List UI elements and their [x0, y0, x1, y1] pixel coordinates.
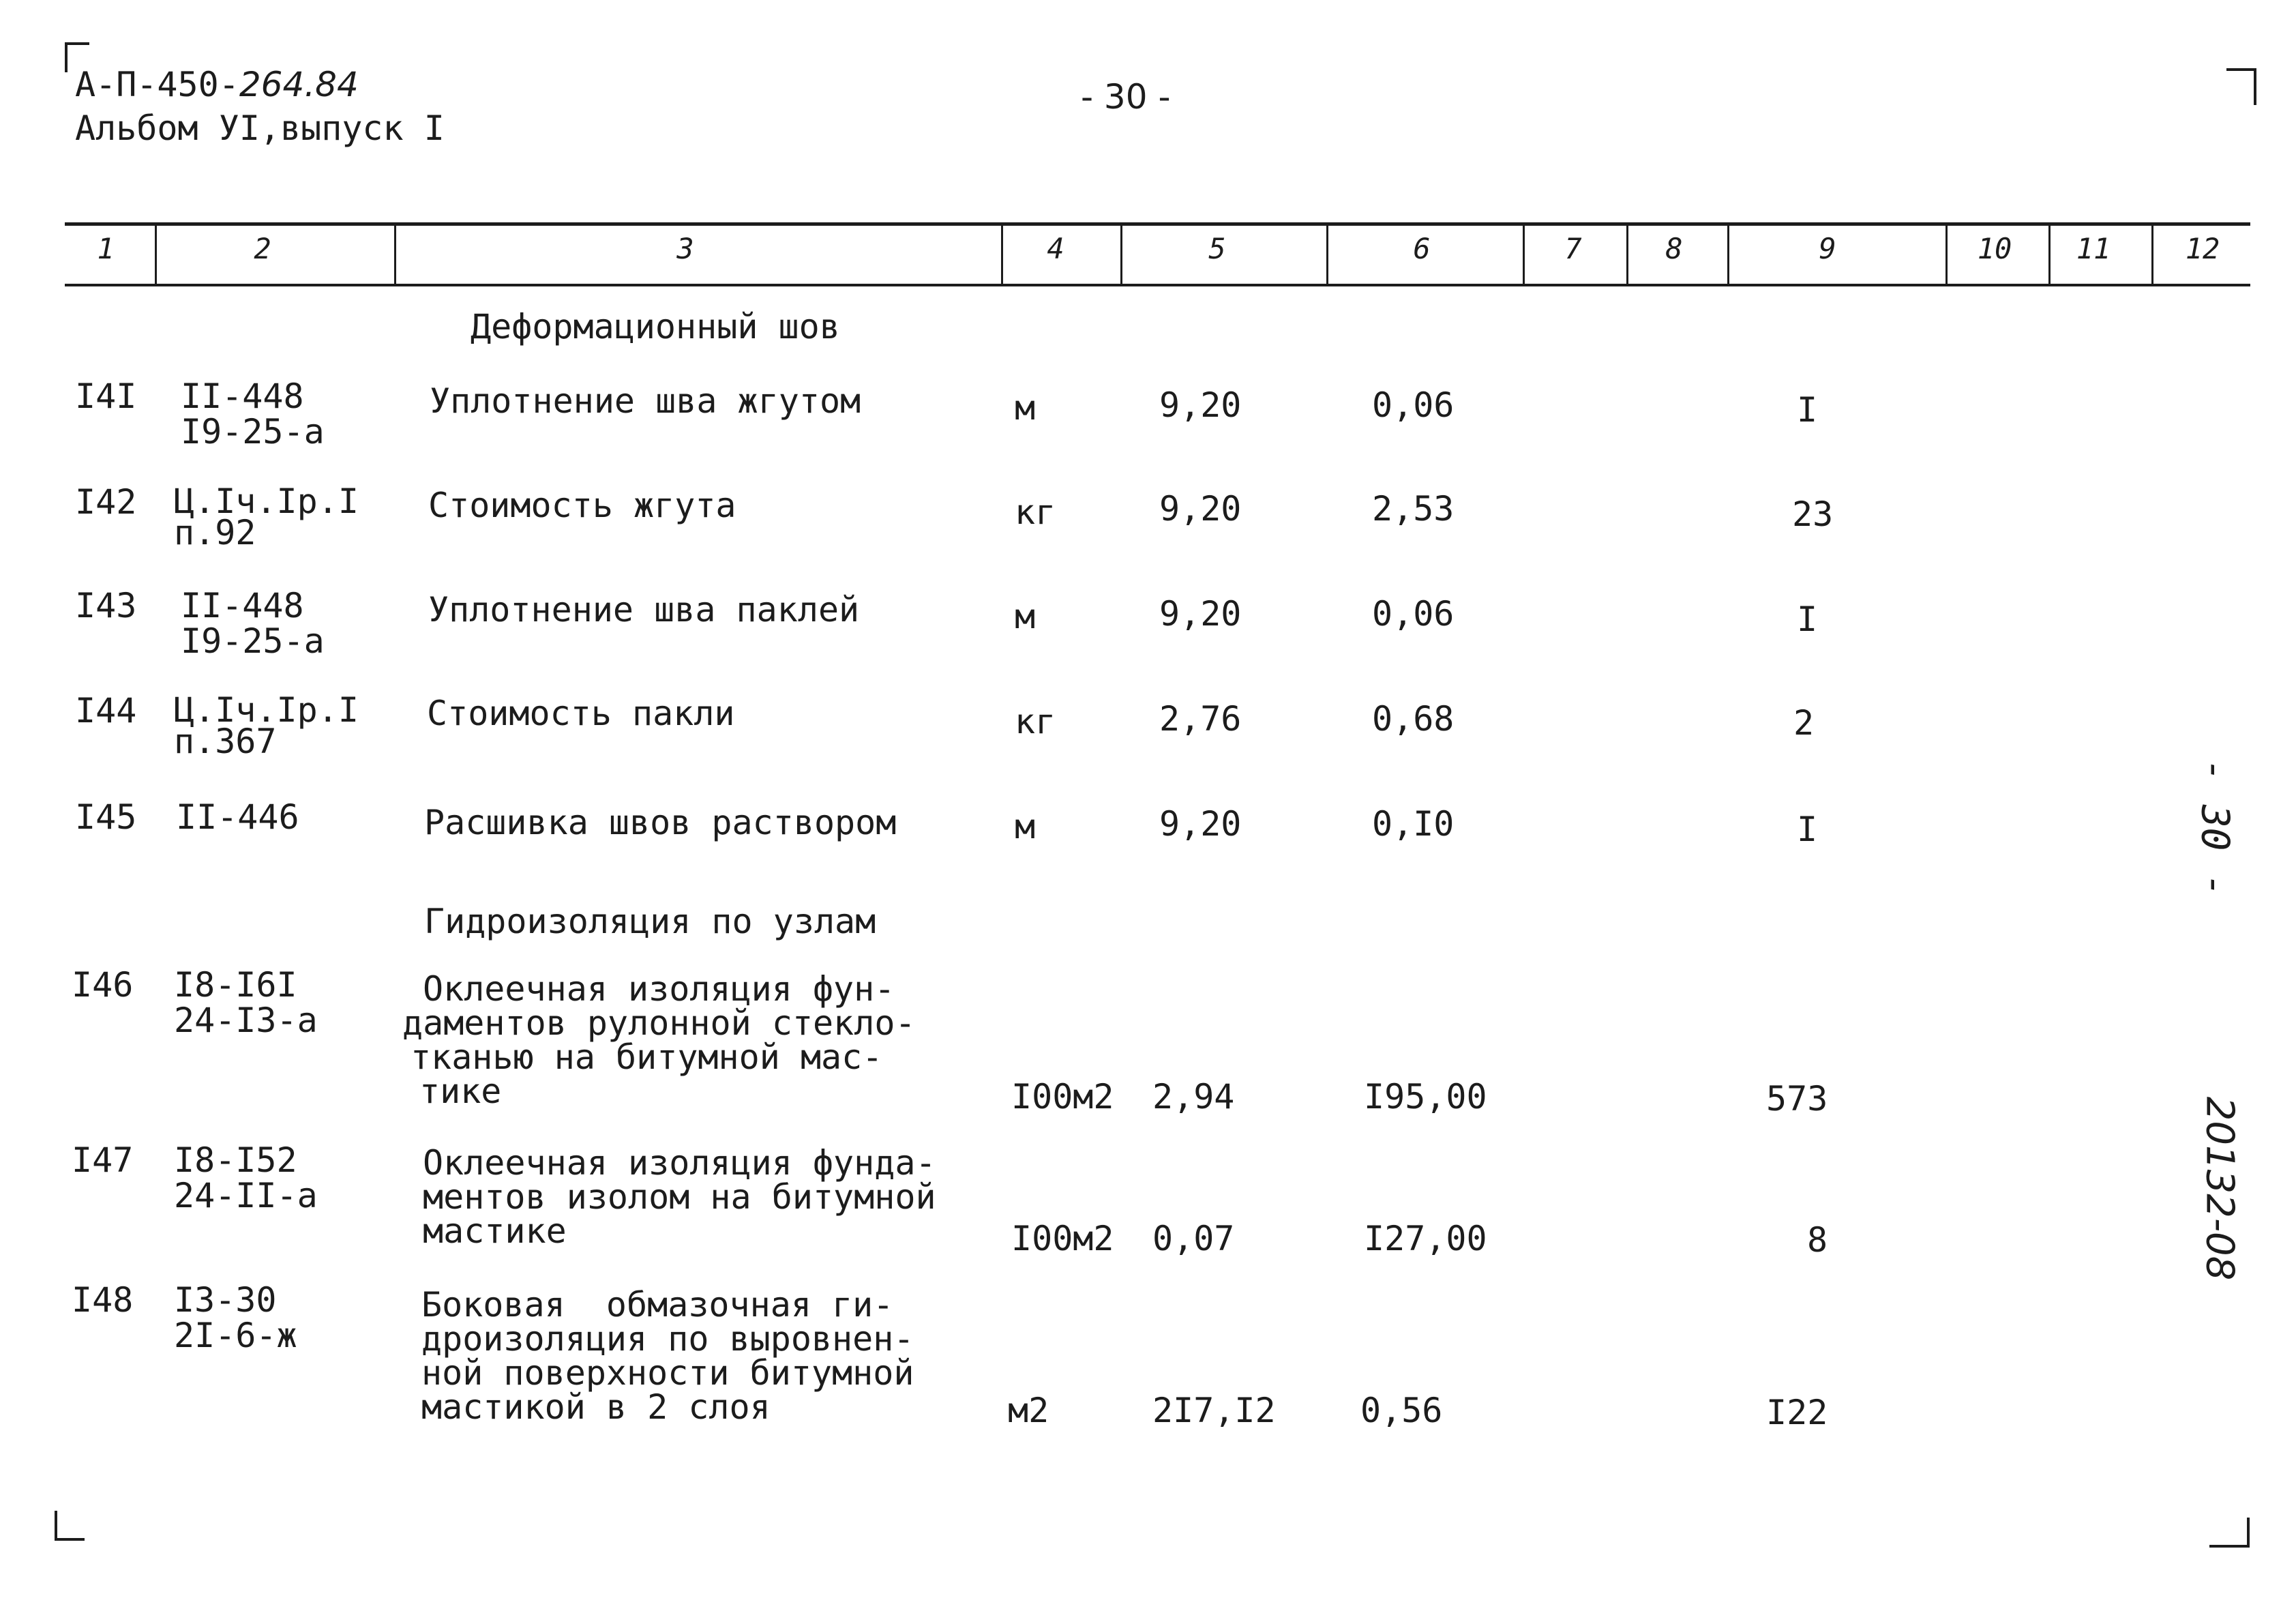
row-code-line: п.92 [174, 513, 256, 552]
document-code-prefix: А-П-450- [75, 65, 239, 104]
row-code [181, 588, 325, 659]
col-divider [394, 224, 396, 286]
col-divider [1626, 224, 1628, 286]
row-code [181, 376, 325, 452]
col-divider [1523, 224, 1525, 286]
row-description [427, 696, 735, 731]
col-divider [1326, 224, 1328, 286]
row-description-line: тике [419, 1071, 502, 1111]
document-code [75, 65, 359, 104]
col-divider [1945, 224, 1948, 286]
row-code-line: I9-25-а [181, 412, 325, 452]
row-description [428, 488, 736, 523]
corner-mark-top-right [2226, 68, 2256, 105]
column-number: 2 [254, 232, 271, 265]
corner-mark-bottom-right [2209, 1518, 2250, 1548]
row-price: 0,68 [1372, 699, 1455, 739]
row-description-line: дроизоляция по выровнен- [421, 1319, 914, 1359]
row-code-line: I9-25-а [181, 621, 325, 661]
row-code-line: I3-30 [174, 1280, 277, 1320]
row-description-line: тканью на битумной мас- [411, 1037, 883, 1077]
table-top-rule [65, 222, 2250, 226]
corner-mark-bottom-left [55, 1511, 85, 1541]
row-code-line: Ц.Iч.Iр.I [174, 690, 359, 730]
row-quantity: 2I7,I2 [1152, 1391, 1276, 1430]
row-price: I27,00 [1364, 1219, 1487, 1258]
row-quantity: 9,20 [1159, 594, 1242, 634]
row-quantity: 2,76 [1159, 699, 1242, 739]
row-description-line: Боковая обмазочная ги- [421, 1285, 894, 1325]
row-code [174, 482, 359, 552]
col-divider [1001, 224, 1003, 286]
row-quantity: 2,94 [1152, 1077, 1235, 1117]
column-number: 6 [1413, 232, 1431, 265]
row-code [174, 967, 318, 1038]
column-number: 10 [1977, 232, 2012, 265]
row-unit: I00м2 [1011, 1219, 1114, 1258]
row-price: 0,06 [1372, 385, 1455, 425]
row-code [174, 690, 359, 761]
row-code [176, 799, 299, 835]
row-total: 23 [1792, 494, 1834, 534]
row-description [421, 1285, 914, 1427]
col-divider [1120, 224, 1122, 286]
row-code-line: II-446 [176, 797, 299, 837]
row-description-line: Стоимость пакли [427, 694, 735, 733]
row-code [174, 1282, 297, 1353]
column-number: 4 [1047, 232, 1064, 265]
row-price: 0,56 [1360, 1391, 1443, 1430]
row-number: I44 [75, 691, 137, 730]
row-description-line: Оклеечная изоляция фунда- [423, 1143, 936, 1183]
row-total: I [1797, 810, 1818, 849]
column-number: 1 [97, 232, 115, 265]
row-unit: I00м2 [1011, 1077, 1114, 1117]
row-description-line: ной поверхности битумной [421, 1353, 914, 1393]
row-number: I46 [72, 965, 134, 1005]
row-description-line: Уплотнение шва паклей [428, 590, 860, 630]
row-unit: м [1015, 807, 1036, 846]
row-description-line: мастикой в 2 слоя [421, 1387, 771, 1427]
row-total: 2 [1793, 703, 1815, 743]
section-heading-waterproofing: Гидроизоляция по узлам [424, 902, 876, 941]
row-number: I47 [72, 1140, 134, 1180]
row-number: I4I [75, 376, 137, 416]
album-title: Альбом УI,выпуск I [75, 108, 445, 148]
row-description-line: ментов изолом на битумной [423, 1177, 936, 1217]
row-number: I42 [75, 482, 137, 522]
row-quantity: 9,20 [1159, 385, 1242, 425]
row-quantity: 0,07 [1152, 1219, 1235, 1258]
document-code-handwritten: 264.84 [239, 65, 359, 104]
row-description-line: Уплотнение шва жгутом [430, 381, 861, 421]
row-code-line: II-448 [181, 586, 304, 625]
side-page-number: - 30 - [2192, 758, 2237, 897]
col-divider [1727, 224, 1729, 286]
row-code-line: 2I-6-ж [174, 1316, 297, 1355]
row-unit: м [1015, 597, 1036, 636]
row-total: I [1797, 600, 1818, 639]
row-number: I48 [72, 1280, 134, 1320]
section-heading-expansion-joint: Деформационный шов [471, 307, 840, 346]
row-description [428, 590, 860, 630]
row-description-line: Расшивка швов раствором [424, 803, 897, 842]
col-divider [2151, 224, 2153, 286]
row-total: I22 [1766, 1393, 1828, 1432]
row-code-line: Ц.Iч.Iр.I [174, 482, 359, 521]
row-description [423, 1143, 936, 1251]
row-description [402, 969, 916, 1111]
column-number: 12 [2185, 232, 2220, 265]
row-total: I [1797, 390, 1818, 430]
row-description-line: Оклеечная изоляция фун- [423, 969, 895, 1009]
col-divider [155, 224, 157, 286]
row-price: 0,I0 [1372, 804, 1455, 844]
row-description [430, 383, 861, 419]
row-number: I43 [75, 586, 137, 625]
page-number: - 30 - [1081, 77, 1171, 117]
row-number: I45 [75, 797, 137, 837]
row-description [424, 805, 896, 840]
row-description-line: мастике [423, 1211, 567, 1251]
row-price: 2,53 [1372, 489, 1455, 529]
row-code-line: I8-I52 [174, 1140, 297, 1180]
row-unit: м2 [1008, 1391, 1049, 1430]
row-code-line: п.367 [174, 722, 277, 761]
row-unit: кг [1015, 492, 1056, 532]
col-divider [2048, 224, 2051, 286]
side-document-number: 20132-08 [2197, 1096, 2242, 1281]
row-price: 0,06 [1372, 594, 1455, 634]
row-quantity: 9,20 [1159, 804, 1242, 844]
column-number: 5 [1208, 232, 1226, 265]
column-number: 8 [1665, 232, 1683, 265]
row-code-line: 24-II-а [174, 1176, 318, 1215]
row-price: I95,00 [1364, 1077, 1487, 1117]
row-total: 8 [1807, 1220, 1828, 1260]
row-description-line: Стоимость жгута [428, 486, 736, 525]
row-code-line: 24-I3-а [174, 1001, 318, 1040]
table-header-bottom-rule [65, 284, 2250, 286]
column-number: 3 [676, 232, 694, 265]
row-unit: кг [1015, 702, 1056, 741]
row-quantity: 9,20 [1159, 489, 1242, 529]
row-description-line: даментов рулонной стекло- [402, 1003, 916, 1043]
row-code-line: I8-I6I [174, 965, 297, 1005]
row-total: 573 [1766, 1079, 1828, 1119]
column-number: 9 [1819, 232, 1836, 265]
row-unit: м [1015, 388, 1036, 428]
column-number: 7 [1564, 232, 1582, 265]
row-code-line: II-448 [181, 376, 304, 416]
row-code [174, 1142, 318, 1213]
column-number: 11 [2076, 232, 2111, 265]
